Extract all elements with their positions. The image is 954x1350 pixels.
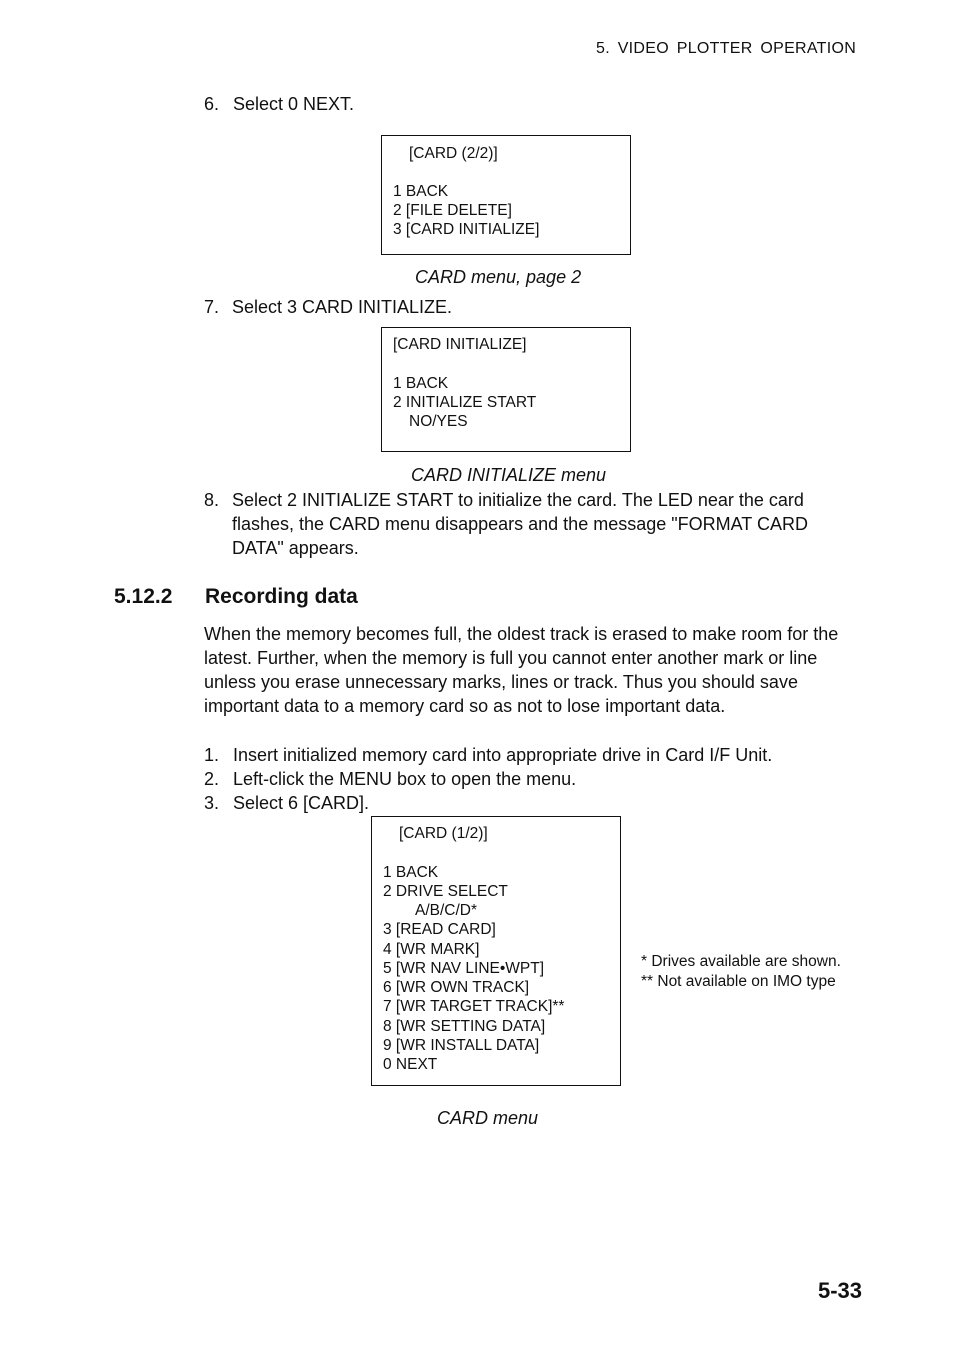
menu-item: 3 [READ CARD] bbox=[383, 921, 496, 938]
menu-option: A/B/C/D* bbox=[415, 902, 478, 919]
page-number: 5-33 bbox=[818, 1278, 863, 1303]
card-menu-page1-box bbox=[371, 816, 621, 1086]
menu-title: [CARD INITIALIZE] bbox=[393, 336, 527, 353]
figure-caption: CARD menu, page 2 bbox=[415, 267, 582, 287]
menu-item: 0 NEXT bbox=[383, 1056, 438, 1073]
menu-item: 2 INITIALIZE START bbox=[393, 394, 537, 411]
step-number: 1. bbox=[204, 745, 220, 765]
paragraph-line: When the memory becomes full, the oldest track is erased to make room for the bbox=[204, 624, 839, 644]
footnotes bbox=[641, 952, 841, 992]
menu-item: 2 DRIVE SELECT bbox=[383, 883, 508, 900]
menu-title: [CARD (2/2)] bbox=[409, 145, 498, 162]
menu-title: [CARD (1/2)] bbox=[399, 825, 488, 842]
menu-item: 7 [WR TARGET TRACK]** bbox=[383, 998, 565, 1015]
step-text: Select 0 NEXT. bbox=[233, 94, 355, 114]
step-text-line: flashes, the CARD menu disappears and the message "FORMAT CARD bbox=[232, 514, 808, 534]
menu-item: 1 BACK bbox=[393, 183, 449, 200]
menu-item: 9 [WR INSTALL DATA] bbox=[383, 1037, 540, 1054]
step-text-line: DATA" appears. bbox=[232, 538, 359, 558]
body-paragraph bbox=[204, 622, 864, 718]
section-number: 5.12.2 bbox=[114, 585, 173, 608]
running-header: 5. VIDEO PLOTTER OPERATION bbox=[596, 40, 857, 57]
figure-caption: CARD menu bbox=[437, 1108, 539, 1128]
footnote-drives: * Drives available are shown. bbox=[641, 953, 841, 970]
figure-caption: CARD INITIALIZE menu bbox=[411, 465, 607, 485]
step-number: 2. bbox=[204, 769, 220, 789]
paragraph-line: latest. Further, when the memory is full you cannot enter another mark or line bbox=[204, 648, 818, 668]
step-text-line: Select 2 INITIALIZE START to initialize the card. The LED near the card bbox=[232, 490, 804, 510]
step-text: Select 6 [CARD]. bbox=[233, 793, 370, 813]
menu-option: NO/YES bbox=[409, 413, 468, 430]
step-text: Left-click the MENU box to open the menu. bbox=[233, 769, 577, 789]
menu-item: 6 [WR OWN TRACK] bbox=[383, 979, 530, 996]
menu-item: 1 BACK bbox=[383, 864, 439, 881]
step-number: 7. bbox=[204, 297, 220, 317]
menu-item: 8 [WR SETTING DATA] bbox=[383, 1018, 546, 1035]
step-text: Insert initialized memory card into appropriate drive in Card I/F Unit. bbox=[233, 745, 773, 765]
section-title: Recording data bbox=[205, 585, 358, 608]
card-initialize-menu-box bbox=[381, 327, 631, 452]
paragraph-line: important data to a memory card so as not to lose important data. bbox=[204, 696, 726, 716]
card-menu-page2-box bbox=[381, 135, 631, 255]
step-number: 3. bbox=[204, 793, 220, 813]
menu-item: 5 [WR NAV LINE•WPT] bbox=[383, 960, 545, 977]
step-number: 6. bbox=[204, 94, 220, 114]
menu-item: 2 [FILE DELETE] bbox=[393, 202, 512, 219]
menu-item: 4 [WR MARK] bbox=[383, 941, 480, 958]
menu-item: 1 BACK bbox=[393, 375, 449, 392]
step-text: Select 3 CARD INITIALIZE. bbox=[232, 297, 453, 317]
paragraph-line: unless you erase unnecessary marks, lines or track. Thus you should save bbox=[204, 672, 798, 692]
step-number: 8. bbox=[204, 490, 220, 510]
step-8 bbox=[204, 488, 844, 560]
menu-item: 3 [CARD INITIALIZE] bbox=[393, 221, 540, 238]
footnote-imo: ** Not available on IMO type bbox=[641, 973, 836, 990]
